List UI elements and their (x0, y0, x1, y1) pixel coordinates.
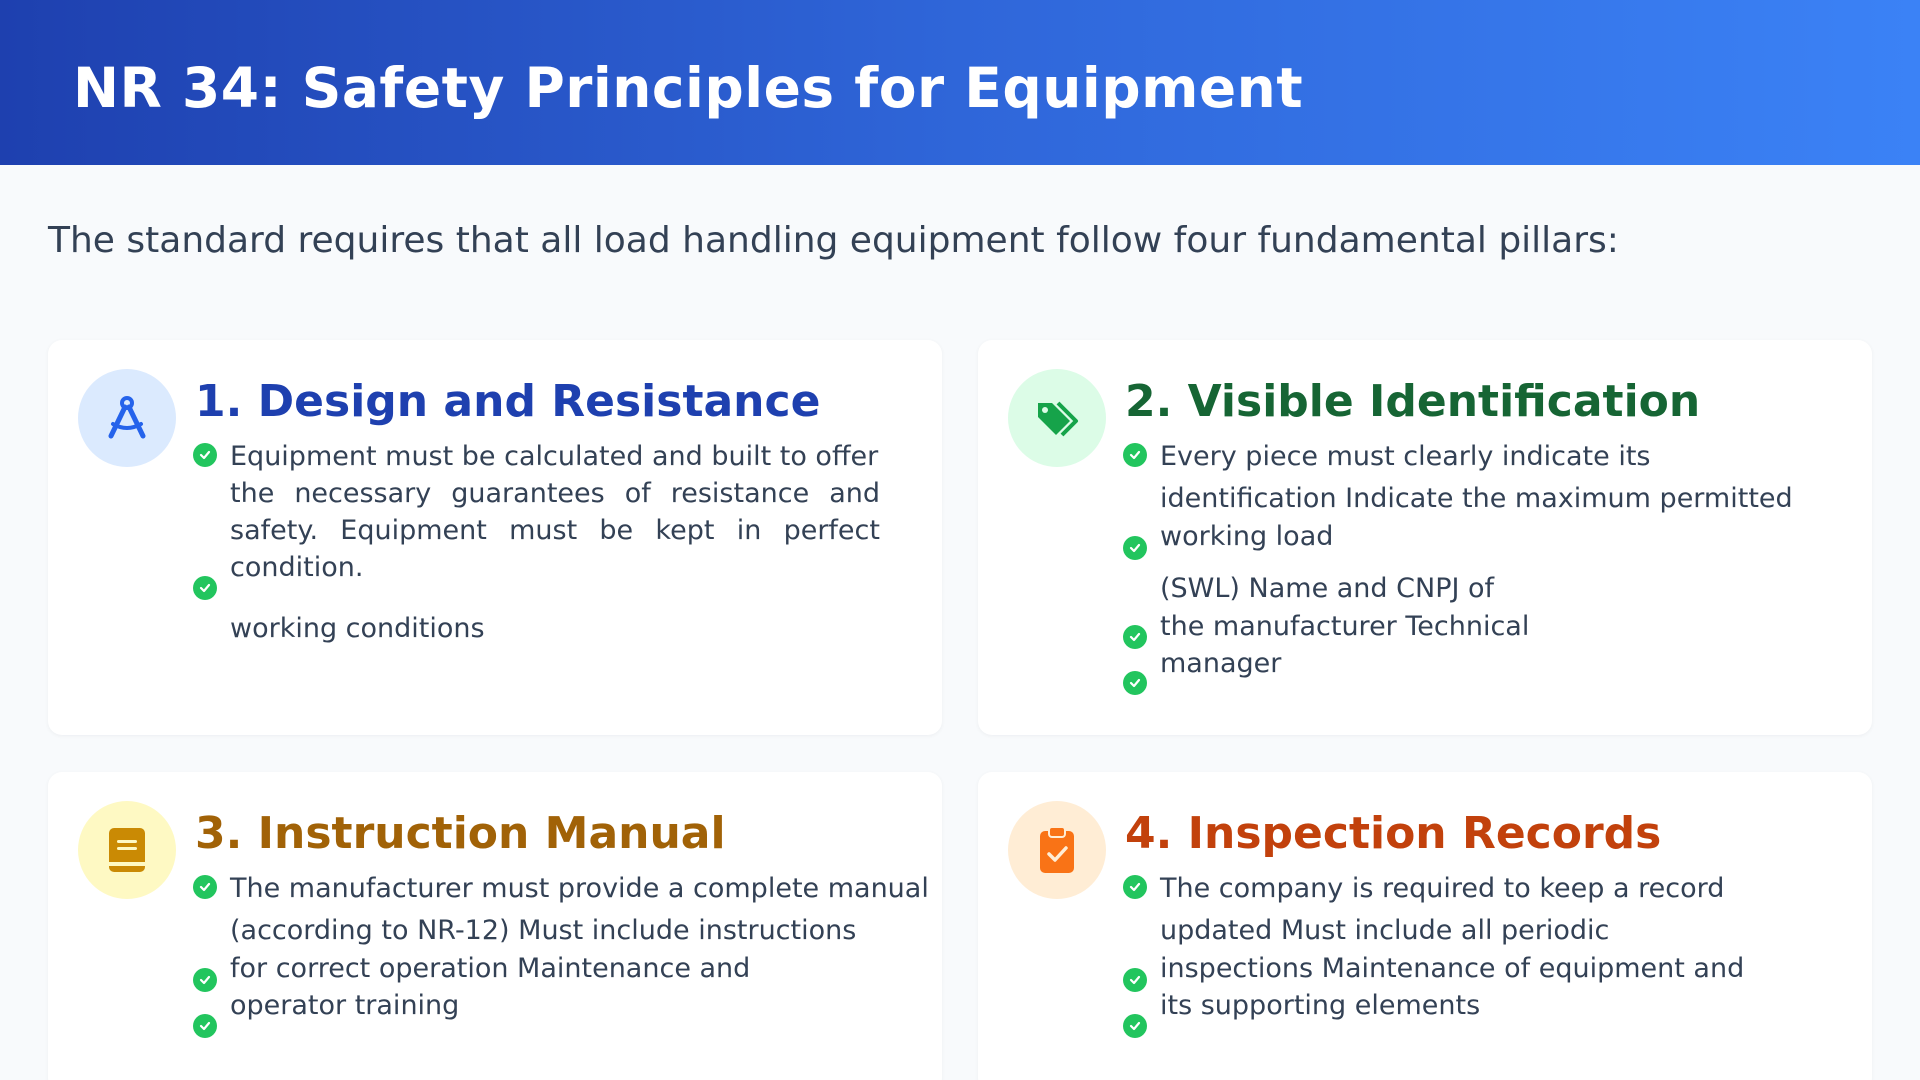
pillar-card-design (48, 340, 942, 735)
check-icon (1123, 443, 1147, 467)
bullet-text: (SWL) Name and CNPJ of (1160, 573, 1495, 604)
check-icon (1123, 968, 1147, 992)
bullet-text: working load (1160, 521, 1334, 552)
bullet-text: updated Must include all periodic (1160, 915, 1610, 946)
intro-text: The standard requires that all load handling equipment follow four fundamental pillars: (48, 220, 1619, 261)
check-icon (193, 1014, 217, 1038)
check-icon (193, 875, 217, 899)
card-title: 3. Instruction Manual (195, 808, 726, 859)
card-title: 4. Inspection Records (1125, 808, 1662, 859)
check-icon (1123, 625, 1147, 649)
card-title: 2. Visible Identification (1125, 376, 1701, 427)
bullet-text: identification Indicate the maximum permitted (1160, 483, 1793, 514)
check-icon (193, 576, 217, 600)
bullet-text: Every piece must clearly indicate its (1160, 441, 1651, 472)
page-title: NR 34: Safety Principles for Equipment (73, 56, 1304, 120)
bullet-text: inspections Maintenance of equipment and (1160, 953, 1745, 984)
card-title: 1. Design and Resistance (195, 376, 821, 427)
header-banner (0, 0, 1920, 165)
bullet-text: safety. Equipment must be kept in perfect (230, 515, 880, 546)
check-icon (193, 443, 217, 467)
bullet-text: operator training (230, 990, 460, 1021)
bullet-text: working conditions (230, 613, 485, 644)
check-icon (1123, 875, 1147, 899)
bullet-text: condition. (230, 552, 364, 583)
bullet-text: The company is required to keep a record (1160, 873, 1725, 904)
tags-icon (1008, 369, 1106, 467)
bullet-text: the manufacturer Technical (1160, 611, 1530, 642)
bullet-text: for correct operation Maintenance and (230, 953, 751, 984)
clipboard-check-icon (1008, 801, 1106, 899)
check-icon (1123, 1014, 1147, 1038)
compass-icon (78, 369, 176, 467)
bullet-text: its supporting elements (1160, 990, 1481, 1021)
pillar-card-inspection (978, 772, 1872, 1080)
pillar-card-manual (48, 772, 942, 1080)
pillar-card-identification (978, 340, 1872, 735)
bullet-text: (according to NR-12) Must include instructions (230, 915, 857, 946)
check-icon (193, 968, 217, 992)
bullet-text: manager (1160, 648, 1282, 679)
bullet-text: the necessary guarantees of resistance and (230, 478, 880, 509)
bullet-text: The manufacturer must provide a complete manual (230, 873, 929, 904)
check-icon (1123, 536, 1147, 560)
bullet-text: Equipment must be calculated and built to offer (230, 441, 879, 472)
book-icon (78, 801, 176, 899)
check-icon (1123, 671, 1147, 695)
